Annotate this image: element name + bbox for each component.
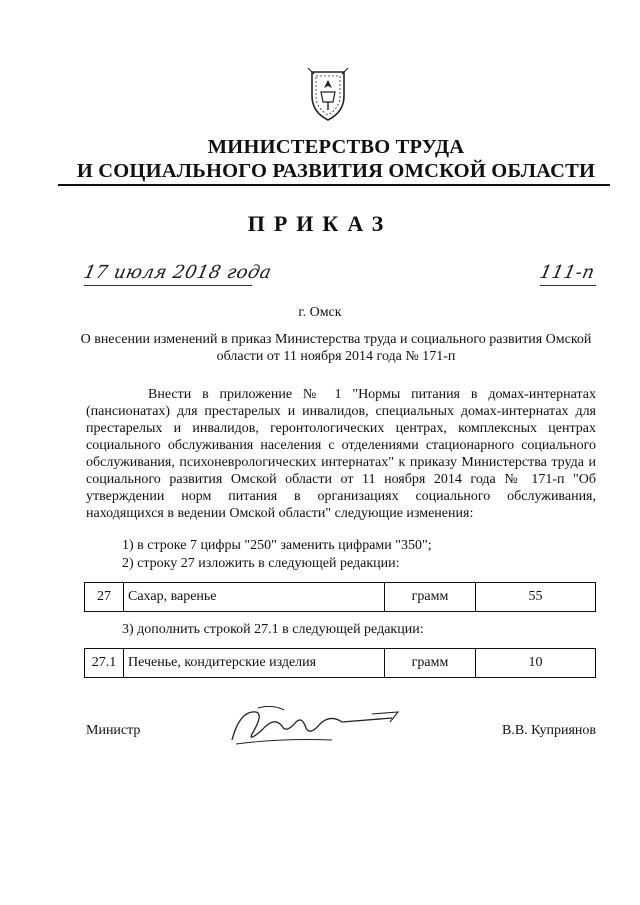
signer-name: В.В. Куприянов — [502, 723, 596, 738]
order-body-paragraph: Внести в приложение № 1 "Нормы питания в домах-интернатах (пансионатах) для престарелых и инвалидов, специальных домах-интернатах для престарелых и инвалидов, геронтологических центрах, комплексных центрах социального обслуживания населения с отделениями стационарного социального обслуживания, психоневрологических интернатах" к приказу Министерства труда и социального развития Омской области от 11 ноября 2014 года № 171-п "Об утверждении норм питания в организациях социального обслуживания, находящихся в ведении Омской области" следующие изменения: — [86, 387, 596, 521]
value-cell: 10 — [476, 649, 596, 678]
handwritten-order-number: 111-п — [537, 262, 597, 283]
table-row — [85, 649, 596, 678]
unit-cell: грамм — [385, 583, 476, 612]
header-rule — [58, 184, 610, 186]
product-name-cell: Печенье, кондитерские изделия — [124, 649, 385, 678]
table-row — [85, 583, 596, 612]
product-name-cell: Сахар, варенье — [124, 583, 385, 612]
change-item-1: 1) в строке 7 цифры "250" заменить цифрами "350"; — [122, 538, 432, 553]
signer-title: Министр — [86, 723, 141, 738]
value-cell: 55 — [476, 583, 596, 612]
row-number-cell: 27.1 — [85, 649, 124, 678]
number-underline — [540, 285, 596, 286]
change-item-3: 3) дополнить строкой 27.1 в следующей редакции: — [122, 622, 424, 637]
unit-cell: грамм — [385, 649, 476, 678]
table-row-27 — [84, 582, 596, 612]
order-subject: О внесении изменений в приказ Министерства труда и социального развития Омской области от 11 ноября 2014 года № 171-п — [80, 332, 592, 364]
table-row-27-1 — [84, 648, 596, 678]
handwritten-signature — [222, 700, 402, 750]
handwritten-date: 17 июля 2018 года — [81, 262, 274, 283]
ministry-name-line2: И СОЦИАЛЬНОГО РАЗВИТИЯ ОМСКОЙ ОБЛАСТИ — [76, 160, 596, 182]
document-type-title: ПРИКАЗ — [247, 211, 393, 236]
coat-of-arms-icon — [306, 66, 350, 122]
date-underline — [84, 285, 252, 286]
row-number-cell: 27 — [85, 583, 124, 612]
city-label: г. Омск — [298, 305, 342, 320]
ministry-name-line1: МИНИСТЕРСТВО ТРУДА — [207, 136, 465, 158]
change-item-2: 2) строку 27 изложить в следующей редакции: — [122, 556, 400, 571]
